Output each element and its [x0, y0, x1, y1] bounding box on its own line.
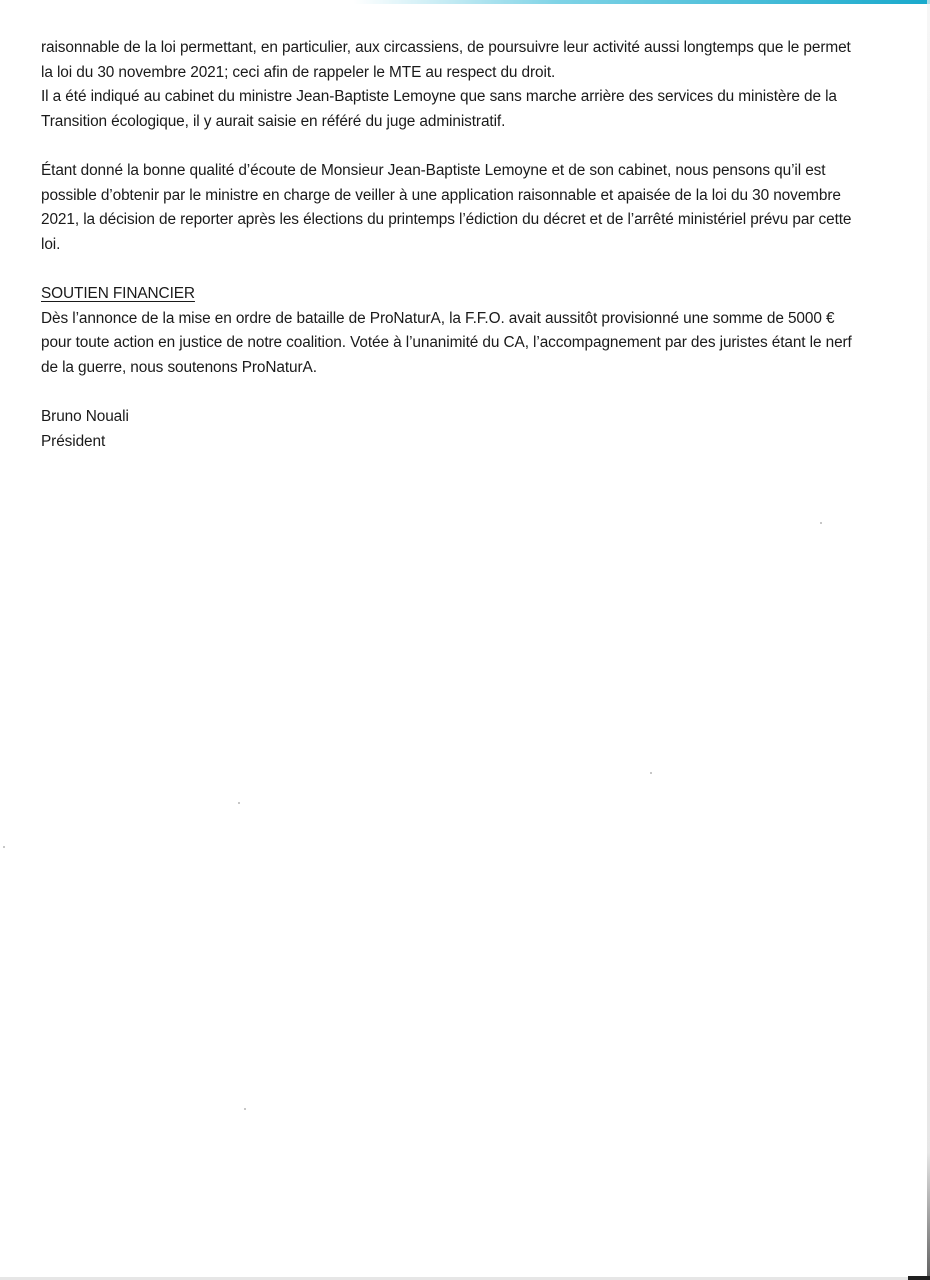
text-line: loi. [41, 235, 61, 253]
signatory-title: Président [41, 432, 106, 450]
scan-corner-mark [908, 1276, 930, 1280]
paragraph-financial-support [41, 307, 867, 381]
scan-top-edge [0, 0, 930, 4]
paragraph-spacer [41, 380, 867, 405]
paragraph-cabinet-notice [41, 85, 867, 134]
scan-speck [244, 1108, 246, 1110]
paragraph-continuation [41, 36, 867, 85]
section-heading: SOUTIEN FINANCIER [41, 284, 195, 302]
text-line: 2021, la décision de reporter après les élections du printemps l’édiction du décret et de l’arrêté ministériel prévu par cette [41, 211, 852, 229]
scan-speck [238, 802, 240, 804]
text-line: la loi du 30 novembre 2021; ceci afin de rappeler le MTE au respect du droit. [41, 63, 556, 81]
scan-speck [820, 522, 822, 524]
scan-speck [3, 846, 5, 848]
letter-page [41, 36, 867, 454]
text-line: raisonnable de la loi permettant, en particulier, aux circassiens, de poursuivre leur activité aussi longtemps que le permet [41, 39, 851, 56]
paragraph-minister-request [41, 159, 867, 257]
scan-speck [650, 772, 652, 774]
text-line: Dès l’annonce de la mise en ordre de bataille de ProNaturA, la F.F.O. avait aussitôt provisionné une somme de 5000 € [41, 309, 835, 327]
text-line: Étant donné la bonne qualité d’écoute de Monsieur Jean-Baptiste Lemoyne et de son cabinet, nous pensons qu’il est [41, 161, 826, 179]
signature-block [41, 405, 867, 454]
signatory-name: Bruno Nouali [41, 407, 129, 425]
text-line: Il a été indiqué au cabinet du ministre Jean-Baptiste Lemoyne que sans marche arrière des services du ministère de la [41, 88, 837, 106]
text-line: Transition écologique, il y aurait saisie en référé du juge administratif. [41, 112, 506, 130]
paragraph-spacer [41, 257, 867, 282]
text-line: de la guerre, nous soutenons ProNaturA. [41, 358, 317, 376]
paragraph-spacer [41, 134, 867, 159]
text-line: possible d’obtenir par le ministre en charge de veiller à une application raisonnable et apaisée de la loi du 30 novembre [41, 186, 841, 204]
text-line: pour toute action en justice de notre coalition. Votée à l’unanimité du CA, l’accompagnement par des juristes étant le nerf [41, 334, 852, 352]
